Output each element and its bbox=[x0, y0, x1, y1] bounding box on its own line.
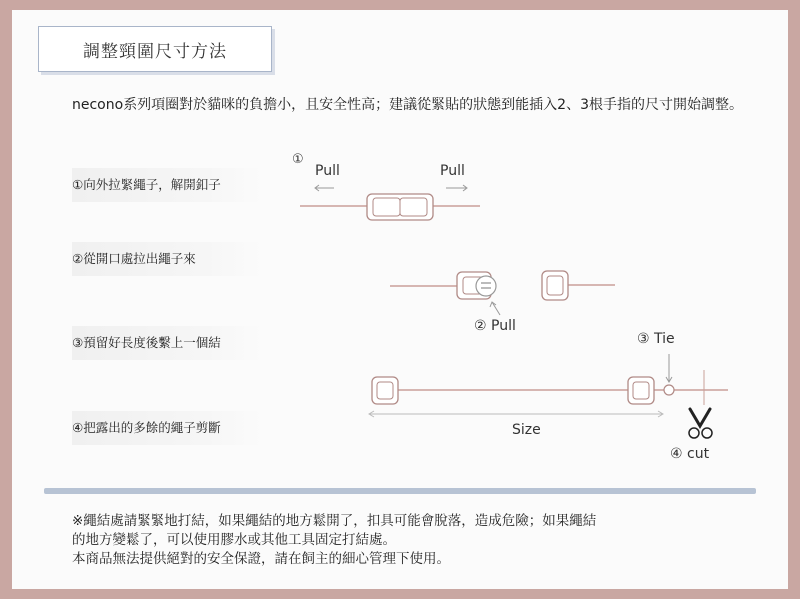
step1-marker: ① bbox=[292, 152, 304, 167]
safety-note bbox=[72, 512, 762, 569]
tie-label: ③ Tie bbox=[637, 331, 675, 347]
page-title: 調整頸圍尺寸方法 bbox=[38, 26, 272, 72]
intro-text: necono系列項圈對於貓咪的負擔小，且安全性高；建議從緊貼的狀態到能插入2、3根手指的尺寸開始調整。 bbox=[72, 97, 743, 113]
step-4-label: ④把露出的多餘的繩子剪斷 bbox=[72, 411, 262, 445]
section-divider bbox=[44, 488, 756, 494]
pull-left-label: Pull bbox=[315, 163, 340, 179]
note-line-3: 本商品無法提供絕對的安全保證，請在飼主的細心管理下使用。 bbox=[72, 551, 450, 567]
step-3-label: ③預留好長度後繫上一個結 bbox=[72, 326, 262, 360]
step-2-label: ②從開口處拉出繩子來 bbox=[72, 242, 262, 276]
note-line-2: 的地方變鬆了，可以使用膠水或其他工具固定打結處。 bbox=[72, 532, 396, 548]
size-label: Size bbox=[512, 422, 541, 438]
pull-right-label: Pull bbox=[440, 163, 465, 179]
step-1-label: ①向外拉緊繩子，解開釦子 bbox=[72, 168, 262, 202]
note-line-1: ※繩結處請緊緊地打結，如果繩結的地方鬆開了，扣具可能會脫落，造成危險；如果繩結 bbox=[72, 513, 597, 529]
cut-label: ④ cut bbox=[670, 446, 710, 462]
pull2-label: ② Pull bbox=[474, 318, 516, 334]
